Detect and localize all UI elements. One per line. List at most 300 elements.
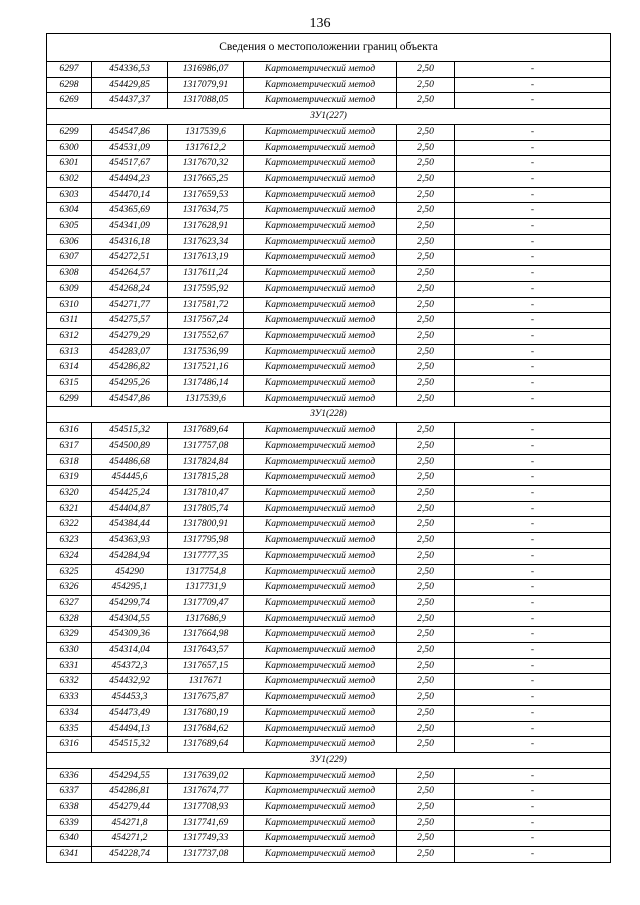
- x-coordinate-cell: 454515,32: [92, 423, 168, 439]
- note-cell: -: [455, 800, 611, 816]
- method-cell: Картометрический метод: [244, 297, 397, 313]
- point-number-cell: 6305: [47, 219, 92, 235]
- accuracy-cell: 2,50: [397, 156, 455, 172]
- y-coordinate-cell: 1317665,25: [168, 171, 244, 187]
- method-cell: Картометрический метод: [244, 219, 397, 235]
- y-coordinate-cell: 1317684,62: [168, 721, 244, 737]
- method-cell: Картометрический метод: [244, 171, 397, 187]
- table-row: [47, 768, 611, 784]
- point-number-cell: 6317: [47, 438, 92, 454]
- table-row: [47, 266, 611, 282]
- note-cell: -: [455, 564, 611, 580]
- point-number-cell: 6299: [47, 391, 92, 407]
- method-cell: Картометрический метод: [244, 140, 397, 156]
- table-title: Сведения о местоположении границ объекта: [47, 34, 611, 62]
- note-cell: -: [455, 611, 611, 627]
- table-row: [47, 800, 611, 816]
- x-coordinate-cell: 454316,18: [92, 234, 168, 250]
- note-cell: -: [455, 219, 611, 235]
- method-cell: Картометрический метод: [244, 156, 397, 172]
- note-cell: -: [455, 140, 611, 156]
- method-cell: Картометрический метод: [244, 423, 397, 439]
- y-coordinate-cell: 1317686,9: [168, 611, 244, 627]
- accuracy-cell: 2,50: [397, 391, 455, 407]
- x-coordinate-cell: 454336,53: [92, 62, 168, 78]
- x-coordinate-cell: 454547,86: [92, 124, 168, 140]
- table-row: [47, 187, 611, 203]
- y-coordinate-cell: 1317567,24: [168, 313, 244, 329]
- accuracy-cell: 2,50: [397, 219, 455, 235]
- accuracy-cell: 2,50: [397, 674, 455, 690]
- x-coordinate-cell: 454453,3: [92, 690, 168, 706]
- point-number-cell: 6322: [47, 517, 92, 533]
- y-coordinate-cell: 1317539,6: [168, 391, 244, 407]
- accuracy-cell: 2,50: [397, 501, 455, 517]
- y-coordinate-cell: 1317757,08: [168, 438, 244, 454]
- point-number-cell: 6336: [47, 768, 92, 784]
- accuracy-cell: 2,50: [397, 643, 455, 659]
- table-body: [47, 34, 611, 863]
- y-coordinate-cell: 1317670,32: [168, 156, 244, 172]
- method-cell: Картометрический метод: [244, 533, 397, 549]
- x-coordinate-cell: 454432,92: [92, 674, 168, 690]
- point-number-cell: 6329: [47, 627, 92, 643]
- accuracy-cell: 2,50: [397, 737, 455, 753]
- table-row: [47, 124, 611, 140]
- point-number-cell: 6311: [47, 313, 92, 329]
- accuracy-cell: 2,50: [397, 611, 455, 627]
- table-row: [47, 533, 611, 549]
- accuracy-cell: 2,50: [397, 250, 455, 266]
- table-row: [47, 643, 611, 659]
- x-coordinate-cell: 454515,32: [92, 737, 168, 753]
- table-row: [47, 297, 611, 313]
- method-cell: Картометрический метод: [244, 328, 397, 344]
- point-number-cell: 6312: [47, 328, 92, 344]
- point-number-cell: 6325: [47, 564, 92, 580]
- y-coordinate-cell: 1317675,87: [168, 690, 244, 706]
- method-cell: Картометрический метод: [244, 517, 397, 533]
- accuracy-cell: 2,50: [397, 768, 455, 784]
- method-cell: Картометрический метод: [244, 784, 397, 800]
- note-cell: -: [455, 768, 611, 784]
- method-cell: Картометрический метод: [244, 501, 397, 517]
- accuracy-cell: 2,50: [397, 77, 455, 93]
- note-cell: -: [455, 784, 611, 800]
- point-number-cell: 6302: [47, 171, 92, 187]
- note-cell: -: [455, 234, 611, 250]
- x-coordinate-cell: 454286,82: [92, 360, 168, 376]
- x-coordinate-cell: 454299,74: [92, 595, 168, 611]
- accuracy-cell: 2,50: [397, 376, 455, 392]
- accuracy-cell: 2,50: [397, 705, 455, 721]
- y-coordinate-cell: 1317671: [168, 674, 244, 690]
- method-cell: Картометрический метод: [244, 234, 397, 250]
- method-cell: Картометрический метод: [244, 438, 397, 454]
- accuracy-cell: 2,50: [397, 93, 455, 109]
- point-number-cell: 6331: [47, 658, 92, 674]
- y-coordinate-cell: 1317737,08: [168, 847, 244, 863]
- table-row: [47, 234, 611, 250]
- point-number-cell: 6314: [47, 360, 92, 376]
- note-cell: -: [455, 360, 611, 376]
- x-coordinate-cell: 454271,77: [92, 297, 168, 313]
- point-number-cell: 6297: [47, 62, 92, 78]
- method-cell: Картометрический метод: [244, 62, 397, 78]
- accuracy-cell: 2,50: [397, 658, 455, 674]
- method-cell: Картометрический метод: [244, 768, 397, 784]
- accuracy-cell: 2,50: [397, 627, 455, 643]
- point-number-cell: 6324: [47, 548, 92, 564]
- table-row: [47, 658, 611, 674]
- x-coordinate-cell: 454271,2: [92, 831, 168, 847]
- y-coordinate-cell: 1317689,64: [168, 737, 244, 753]
- x-coordinate-cell: 454290: [92, 564, 168, 580]
- note-cell: -: [455, 533, 611, 549]
- point-number-cell: 6338: [47, 800, 92, 816]
- y-coordinate-cell: 1317486,14: [168, 376, 244, 392]
- x-coordinate-cell: 454365,69: [92, 203, 168, 219]
- table-row: [47, 328, 611, 344]
- accuracy-cell: 2,50: [397, 423, 455, 439]
- x-coordinate-cell: 454272,51: [92, 250, 168, 266]
- point-number-cell: 6316: [47, 423, 92, 439]
- boundary-table: [46, 33, 611, 863]
- point-number-cell: 6300: [47, 140, 92, 156]
- method-cell: Картометрический метод: [244, 470, 397, 486]
- y-coordinate-cell: 1317552,67: [168, 328, 244, 344]
- method-cell: Картометрический метод: [244, 595, 397, 611]
- method-cell: Картометрический метод: [244, 360, 397, 376]
- method-cell: Картометрический метод: [244, 611, 397, 627]
- section-label: ЗУ1(229): [47, 752, 611, 768]
- section-row: [47, 407, 611, 423]
- accuracy-cell: 2,50: [397, 187, 455, 203]
- x-coordinate-cell: 454429,85: [92, 77, 168, 93]
- accuracy-cell: 2,50: [397, 847, 455, 863]
- point-number-cell: 6332: [47, 674, 92, 690]
- accuracy-cell: 2,50: [397, 266, 455, 282]
- y-coordinate-cell: 1317749,33: [168, 831, 244, 847]
- accuracy-cell: 2,50: [397, 281, 455, 297]
- point-number-cell: 6339: [47, 815, 92, 831]
- note-cell: -: [455, 124, 611, 140]
- note-cell: -: [455, 847, 611, 863]
- x-coordinate-cell: 454384,44: [92, 517, 168, 533]
- x-coordinate-cell: 454279,29: [92, 328, 168, 344]
- table-row: [47, 376, 611, 392]
- note-cell: -: [455, 438, 611, 454]
- accuracy-cell: 2,50: [397, 548, 455, 564]
- note-cell: -: [455, 93, 611, 109]
- y-coordinate-cell: 1317674,77: [168, 784, 244, 800]
- table-row: [47, 705, 611, 721]
- table-row: [47, 250, 611, 266]
- x-coordinate-cell: 454500,89: [92, 438, 168, 454]
- x-coordinate-cell: 454228,74: [92, 847, 168, 863]
- table-row: [47, 470, 611, 486]
- x-coordinate-cell: 454294,55: [92, 768, 168, 784]
- accuracy-cell: 2,50: [397, 533, 455, 549]
- x-coordinate-cell: 454275,57: [92, 313, 168, 329]
- note-cell: -: [455, 658, 611, 674]
- note-cell: -: [455, 313, 611, 329]
- method-cell: Картометрический метод: [244, 831, 397, 847]
- accuracy-cell: 2,50: [397, 470, 455, 486]
- accuracy-cell: 2,50: [397, 171, 455, 187]
- point-number-cell: 6334: [47, 705, 92, 721]
- accuracy-cell: 2,50: [397, 595, 455, 611]
- note-cell: -: [455, 690, 611, 706]
- point-number-cell: 6321: [47, 501, 92, 517]
- section-label: ЗУ1(227): [47, 109, 611, 125]
- accuracy-cell: 2,50: [397, 485, 455, 501]
- y-coordinate-cell: 1317595,92: [168, 281, 244, 297]
- point-number-cell: 6341: [47, 847, 92, 863]
- table-row: [47, 548, 611, 564]
- table-row: [47, 815, 611, 831]
- y-coordinate-cell: 1317754,8: [168, 564, 244, 580]
- table-row: [47, 171, 611, 187]
- table-row: [47, 454, 611, 470]
- accuracy-cell: 2,50: [397, 580, 455, 596]
- table-row: [47, 721, 611, 737]
- accuracy-cell: 2,50: [397, 297, 455, 313]
- note-cell: -: [455, 187, 611, 203]
- table-row: [47, 391, 611, 407]
- table-row: [47, 847, 611, 863]
- y-coordinate-cell: 1317815,28: [168, 470, 244, 486]
- y-coordinate-cell: 1317795,98: [168, 533, 244, 549]
- y-coordinate-cell: 1317659,53: [168, 187, 244, 203]
- point-number-cell: 6318: [47, 454, 92, 470]
- y-coordinate-cell: 1317521,16: [168, 360, 244, 376]
- note-cell: -: [455, 423, 611, 439]
- note-cell: -: [455, 328, 611, 344]
- point-number-cell: 6269: [47, 93, 92, 109]
- x-coordinate-cell: 454517,67: [92, 156, 168, 172]
- accuracy-cell: 2,50: [397, 517, 455, 533]
- method-cell: Картометрический метод: [244, 721, 397, 737]
- note-cell: -: [455, 391, 611, 407]
- note-cell: -: [455, 203, 611, 219]
- note-cell: -: [455, 815, 611, 831]
- y-coordinate-cell: 1317088,05: [168, 93, 244, 109]
- note-cell: -: [455, 266, 611, 282]
- note-cell: -: [455, 721, 611, 737]
- note-cell: -: [455, 376, 611, 392]
- table-row: [47, 423, 611, 439]
- point-number-cell: 6316: [47, 737, 92, 753]
- y-coordinate-cell: 1317708,93: [168, 800, 244, 816]
- x-coordinate-cell: 454295,1: [92, 580, 168, 596]
- point-number-cell: 6310: [47, 297, 92, 313]
- point-number-cell: 6333: [47, 690, 92, 706]
- point-number-cell: 6309: [47, 281, 92, 297]
- accuracy-cell: 2,50: [397, 140, 455, 156]
- method-cell: Картометрический метод: [244, 643, 397, 659]
- y-coordinate-cell: 1317581,72: [168, 297, 244, 313]
- x-coordinate-cell: 454486,68: [92, 454, 168, 470]
- method-cell: Картометрический метод: [244, 376, 397, 392]
- accuracy-cell: 2,50: [397, 234, 455, 250]
- table-row: [47, 93, 611, 109]
- accuracy-cell: 2,50: [397, 124, 455, 140]
- table-row: [47, 360, 611, 376]
- y-coordinate-cell: 1317657,15: [168, 658, 244, 674]
- point-number-cell: 6326: [47, 580, 92, 596]
- point-number-cell: 6306: [47, 234, 92, 250]
- method-cell: Картометрический метод: [244, 674, 397, 690]
- note-cell: -: [455, 705, 611, 721]
- x-coordinate-cell: 454264,57: [92, 266, 168, 282]
- table-row: [47, 627, 611, 643]
- y-coordinate-cell: 1317810,47: [168, 485, 244, 501]
- note-cell: -: [455, 344, 611, 360]
- accuracy-cell: 2,50: [397, 360, 455, 376]
- method-cell: Картометрический метод: [244, 187, 397, 203]
- method-cell: Картометрический метод: [244, 548, 397, 564]
- method-cell: Картометрический метод: [244, 627, 397, 643]
- note-cell: -: [455, 156, 611, 172]
- accuracy-cell: 2,50: [397, 438, 455, 454]
- accuracy-cell: 2,50: [397, 564, 455, 580]
- table-title-row: [47, 34, 611, 62]
- point-number-cell: 6313: [47, 344, 92, 360]
- accuracy-cell: 2,50: [397, 62, 455, 78]
- x-coordinate-cell: 454547,86: [92, 391, 168, 407]
- method-cell: Картометрический метод: [244, 250, 397, 266]
- table-row: [47, 438, 611, 454]
- table-row: [47, 140, 611, 156]
- y-coordinate-cell: 1317731,9: [168, 580, 244, 596]
- note-cell: -: [455, 643, 611, 659]
- method-cell: Картометрический метод: [244, 313, 397, 329]
- method-cell: Картометрический метод: [244, 705, 397, 721]
- y-coordinate-cell: 1317611,24: [168, 266, 244, 282]
- point-number-cell: 6320: [47, 485, 92, 501]
- x-coordinate-cell: 454271,8: [92, 815, 168, 831]
- section-row: [47, 109, 611, 125]
- table-row: [47, 219, 611, 235]
- x-coordinate-cell: 454363,93: [92, 533, 168, 549]
- point-number-cell: 6340: [47, 831, 92, 847]
- note-cell: -: [455, 485, 611, 501]
- note-cell: -: [455, 62, 611, 78]
- method-cell: Картометрический метод: [244, 815, 397, 831]
- y-coordinate-cell: 1317800,91: [168, 517, 244, 533]
- x-coordinate-cell: 454284,94: [92, 548, 168, 564]
- table-row: [47, 784, 611, 800]
- method-cell: Картометрический метод: [244, 203, 397, 219]
- note-cell: -: [455, 171, 611, 187]
- x-coordinate-cell: 454341,09: [92, 219, 168, 235]
- table-row: [47, 62, 611, 78]
- x-coordinate-cell: 454314,04: [92, 643, 168, 659]
- point-number-cell: 6308: [47, 266, 92, 282]
- y-coordinate-cell: 1316986,07: [168, 62, 244, 78]
- table-row: [47, 501, 611, 517]
- point-number-cell: 6327: [47, 595, 92, 611]
- x-coordinate-cell: 454279,44: [92, 800, 168, 816]
- y-coordinate-cell: 1317805,74: [168, 501, 244, 517]
- point-number-cell: 6323: [47, 533, 92, 549]
- x-coordinate-cell: 454445,6: [92, 470, 168, 486]
- y-coordinate-cell: 1317079,91: [168, 77, 244, 93]
- method-cell: Картометрический метод: [244, 690, 397, 706]
- x-coordinate-cell: 454309,36: [92, 627, 168, 643]
- point-number-cell: 6303: [47, 187, 92, 203]
- table-row: [47, 580, 611, 596]
- table-row: [47, 485, 611, 501]
- note-cell: -: [455, 595, 611, 611]
- table-row: [47, 517, 611, 533]
- y-coordinate-cell: 1317536,99: [168, 344, 244, 360]
- table-row: [47, 313, 611, 329]
- note-cell: -: [455, 454, 611, 470]
- y-coordinate-cell: 1317612,2: [168, 140, 244, 156]
- x-coordinate-cell: 454372,3: [92, 658, 168, 674]
- x-coordinate-cell: 454304,55: [92, 611, 168, 627]
- point-number-cell: 6301: [47, 156, 92, 172]
- method-cell: Картометрический метод: [244, 847, 397, 863]
- x-coordinate-cell: 454531,09: [92, 140, 168, 156]
- method-cell: Картометрический метод: [244, 77, 397, 93]
- method-cell: Картометрический метод: [244, 485, 397, 501]
- table-row: [47, 281, 611, 297]
- accuracy-cell: 2,50: [397, 815, 455, 831]
- y-coordinate-cell: 1317709,47: [168, 595, 244, 611]
- y-coordinate-cell: 1317824,84: [168, 454, 244, 470]
- method-cell: Картометрический метод: [244, 580, 397, 596]
- point-number-cell: 6319: [47, 470, 92, 486]
- y-coordinate-cell: 1317634,75: [168, 203, 244, 219]
- note-cell: -: [455, 580, 611, 596]
- accuracy-cell: 2,50: [397, 784, 455, 800]
- table-row: [47, 611, 611, 627]
- accuracy-cell: 2,50: [397, 313, 455, 329]
- note-cell: -: [455, 517, 611, 533]
- point-number-cell: 6298: [47, 77, 92, 93]
- x-coordinate-cell: 454286,81: [92, 784, 168, 800]
- y-coordinate-cell: 1317680,19: [168, 705, 244, 721]
- x-coordinate-cell: 454404,87: [92, 501, 168, 517]
- accuracy-cell: 2,50: [397, 831, 455, 847]
- accuracy-cell: 2,50: [397, 203, 455, 219]
- y-coordinate-cell: 1317623,34: [168, 234, 244, 250]
- accuracy-cell: 2,50: [397, 328, 455, 344]
- point-number-cell: 6328: [47, 611, 92, 627]
- y-coordinate-cell: 1317639,02: [168, 768, 244, 784]
- method-cell: Картометрический метод: [244, 281, 397, 297]
- y-coordinate-cell: 1317741,69: [168, 815, 244, 831]
- note-cell: -: [455, 737, 611, 753]
- table-row: [47, 156, 611, 172]
- y-coordinate-cell: 1317643,57: [168, 643, 244, 659]
- accuracy-cell: 2,50: [397, 454, 455, 470]
- note-cell: -: [455, 297, 611, 313]
- x-coordinate-cell: 454425,24: [92, 485, 168, 501]
- table-row: [47, 77, 611, 93]
- table-row: [47, 674, 611, 690]
- method-cell: Картометрический метод: [244, 800, 397, 816]
- note-cell: -: [455, 250, 611, 266]
- x-coordinate-cell: 454283,07: [92, 344, 168, 360]
- section-label: ЗУ1(228): [47, 407, 611, 423]
- point-number-cell: 6299: [47, 124, 92, 140]
- x-coordinate-cell: 454295,26: [92, 376, 168, 392]
- table-row: [47, 595, 611, 611]
